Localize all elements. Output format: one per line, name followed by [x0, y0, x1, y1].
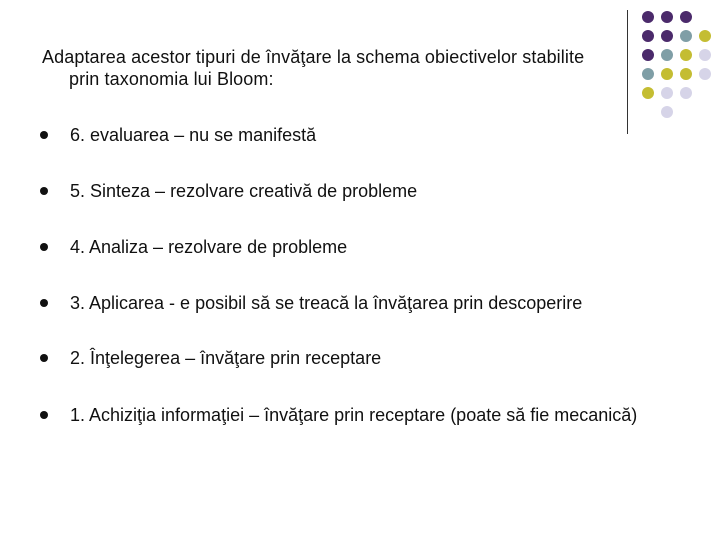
- list-item-text: 4. Analiza – rezolvare de probleme: [70, 237, 348, 257]
- list-item: [40, 124, 700, 146]
- decorative-dot: [680, 30, 692, 42]
- bullet-dot-icon: [40, 299, 48, 307]
- bullet-dot-icon: [40, 131, 48, 139]
- decorative-dot: [661, 106, 673, 118]
- list-item-text: 3. Aplicarea - e posibil să se treacă la învăţarea prin descoperire: [70, 293, 583, 313]
- list-item: [40, 292, 700, 314]
- bullet-dot-icon: [40, 411, 48, 419]
- list-item: [40, 236, 700, 258]
- list-item-text: 1. Achiziţia informaţiei – învăţare prin receptare (poate să fie mecanică): [70, 405, 638, 425]
- slide-title: [42, 46, 682, 90]
- slide-title-line-1: Adaptarea acestor tipuri de învăţare la schema obiectivelor stabilite: [42, 47, 585, 67]
- bullet-dot-icon: [40, 187, 48, 195]
- decorative-dot: [699, 68, 711, 80]
- bullet-dot-icon: [40, 243, 48, 251]
- decorative-dot: [642, 30, 654, 42]
- decorative-dot: [699, 49, 711, 61]
- list-item-text: 5. Sinteza – rezolvare creativă de probleme: [70, 181, 418, 201]
- list-item: [40, 404, 660, 426]
- list-item-text: 6. evaluarea – nu se manifestă: [70, 125, 317, 145]
- list-item: [40, 347, 700, 369]
- slide-title-line-2: prin taxonomia lui Bloom:: [69, 69, 274, 89]
- list-item: [40, 180, 700, 202]
- bullet-dot-icon: [40, 354, 48, 362]
- decorative-dot: [642, 11, 654, 23]
- decorative-dot: [661, 30, 673, 42]
- list-item-text: 2. Înţelegerea – învăţare prin receptare: [70, 348, 382, 368]
- decorative-dot: [661, 11, 673, 23]
- decorative-dot: [680, 11, 692, 23]
- decorative-dot: [699, 30, 711, 42]
